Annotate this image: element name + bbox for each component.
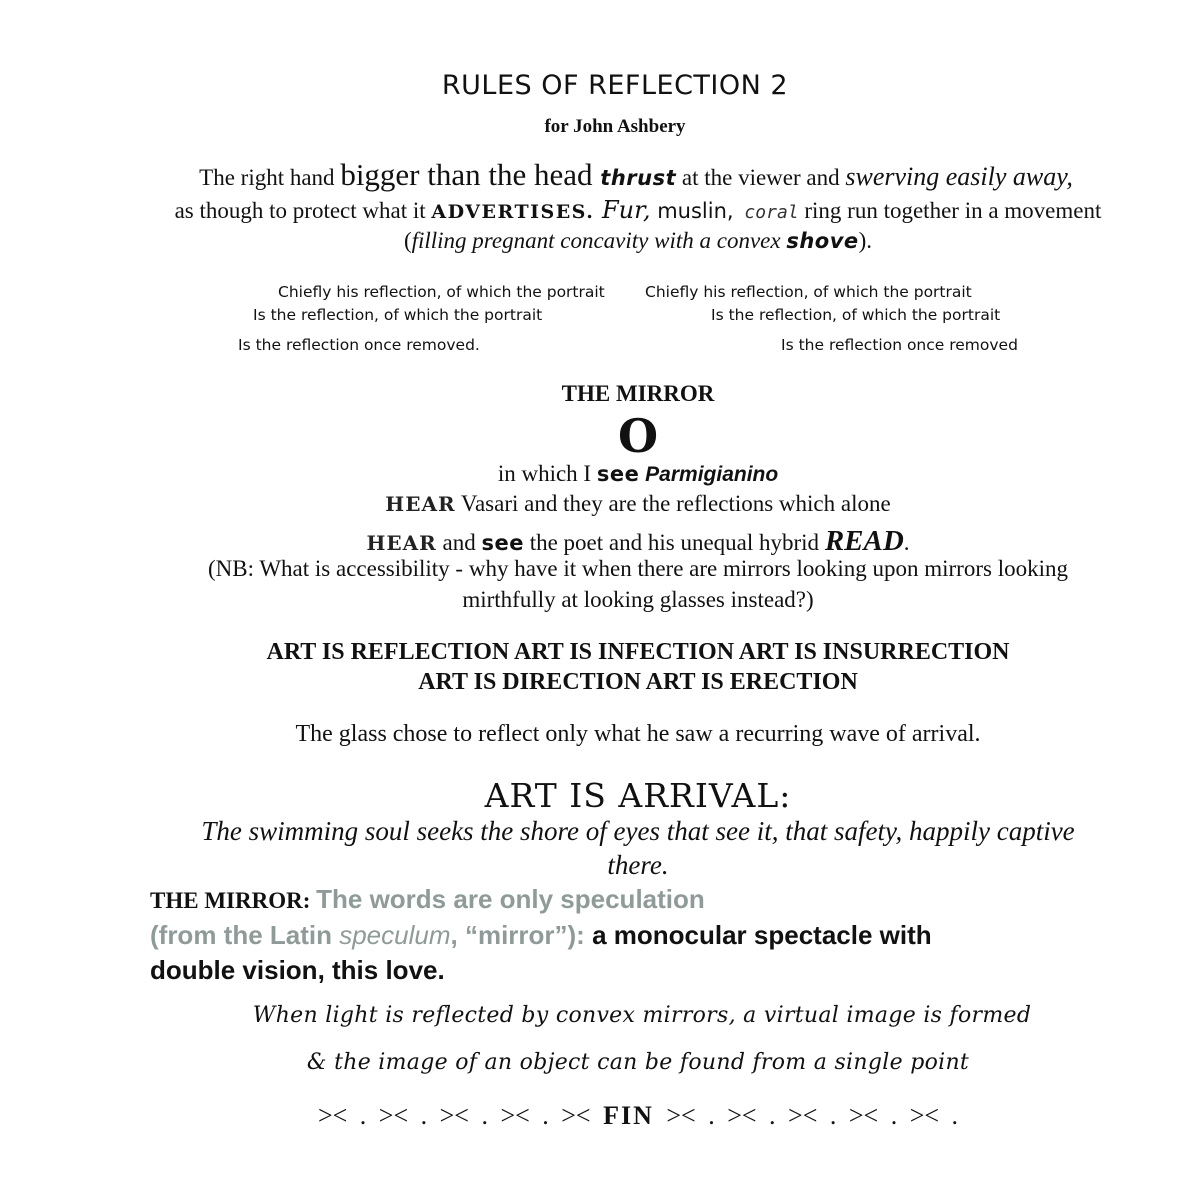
text-fragment: as though to protect what it [174, 198, 432, 223]
text-fragment-italic: Parmigianino [639, 463, 779, 486]
mirror-heading: THE MIRROR [561, 381, 715, 406]
text-fragment-decorative: HEAR [366, 531, 437, 555]
text-fragment-decorative: HEAR [385, 492, 456, 516]
text-fragment: the poet and his unequal hybrid [523, 530, 825, 555]
echo-right-line1: Chiefly his reflection, of which the portrait [645, 283, 972, 301]
mirror-line2 [38, 491, 1200, 517]
text-fragment-grey: The words are only speculation [316, 884, 705, 914]
text-fragment: ring run together in a movement [798, 198, 1102, 223]
text-fragment: ( [403, 228, 412, 253]
echo-right-line3: Is the reflection once removed [781, 336, 1018, 354]
text-fragment-grey: , “mirror”): [450, 920, 593, 950]
script-line1: When light is reflected by convex mirrors, a virtual image is formed [252, 1003, 1032, 1028]
echo-right-line2: Is the reflection, of which the portrait [711, 306, 1001, 324]
text-fragment-heavy: see [596, 462, 640, 486]
poem-title: RULES OF REFLECTION 2 [441, 70, 789, 101]
text-fragment-grey-italic: speculum [339, 920, 451, 950]
text-fragment: ). [858, 228, 873, 253]
text-fragment: . [903, 530, 910, 555]
text-fragment: at the viewer and [676, 165, 846, 190]
text-fragment-bold-italic: READ [824, 525, 904, 557]
text-fragment-heavy: shove [786, 229, 859, 253]
text-fragment-script: Fur, [594, 196, 651, 224]
arrival-line2: there. [607, 850, 669, 880]
text-fragment-black: double vision, this love. [150, 955, 445, 985]
nb-line2: mirthfully at looking glasses instead?) [462, 587, 814, 612]
text-fragment: in which I [497, 461, 597, 486]
nb-line1: (NB: What is accessibility - why have it when there are mirrors looking upon mirrors looking [208, 556, 1068, 581]
text-fragment: The right hand [199, 165, 341, 190]
text-fragment-italic: swerving easily away, [845, 162, 1073, 191]
mirror-line1 [38, 461, 1200, 487]
text-fragment-black: a monocular spectacle with [592, 920, 932, 950]
ending-ornament-right: >< . >< . >< . >< . >< . [666, 1101, 959, 1130]
text-fragment-handwritten: coral [733, 202, 799, 223]
art-line1: ART IS REFLECTION ART IS INFECTION ART IS INSURRECTION [266, 639, 1010, 665]
stanza1-line2 [38, 196, 1200, 224]
fin-word: FIN [603, 1101, 654, 1130]
glass-line: The glass chose to reflect only what he saw a recurring wave of arrival. [295, 721, 981, 747]
text-fragment-italic: filling pregnant concavity with a convex [411, 228, 787, 253]
text-fragment-sans: muslin, [650, 199, 734, 223]
mirror2-line2 [150, 920, 932, 951]
arrival-heading: ART IS ARRIVAL: [484, 776, 792, 815]
echo-left-line1: Chiefly his reflection, of which the portrait [278, 283, 605, 301]
mirror2-line3 [150, 955, 445, 986]
echo-left-line2: Is the reflection, of which the portrait [253, 306, 543, 324]
mirror2-line1 [150, 884, 705, 915]
ending-ornament-left: >< . >< . >< . >< . >< [317, 1101, 591, 1130]
mirror-o: O [617, 409, 659, 463]
mirror2-label: THE MIRROR: [150, 888, 317, 913]
art-line2: ART IS DIRECTION ART IS ERECTION [418, 669, 858, 695]
text-fragment-heavy: thrust [600, 166, 677, 190]
text-fragment: Vasari and they are the reflections which alone [455, 491, 891, 516]
text-fragment: and [436, 530, 482, 555]
text-fragment-large: bigger than the head [340, 157, 601, 192]
stanza1-line3 [38, 228, 1200, 254]
echo-left-line3: Is the reflection once removed. [238, 336, 480, 354]
text-fragment-grey: (from the Latin [150, 920, 340, 950]
text-fragment-decorative: ADVERTISES. [431, 201, 595, 223]
stanza1-line1 [36, 157, 1200, 193]
mirror-line3 [38, 525, 1200, 558]
ending-line [38, 1101, 1200, 1131]
arrival-line1: The swimming soul seeks the shore of eyes that see it, that safety, happily captive [201, 816, 1075, 846]
dedication: for John Ashbery [544, 116, 686, 137]
text-fragment-heavy: see [481, 531, 524, 555]
script-line2: & the image of an object can be found from a single point [306, 1050, 970, 1075]
